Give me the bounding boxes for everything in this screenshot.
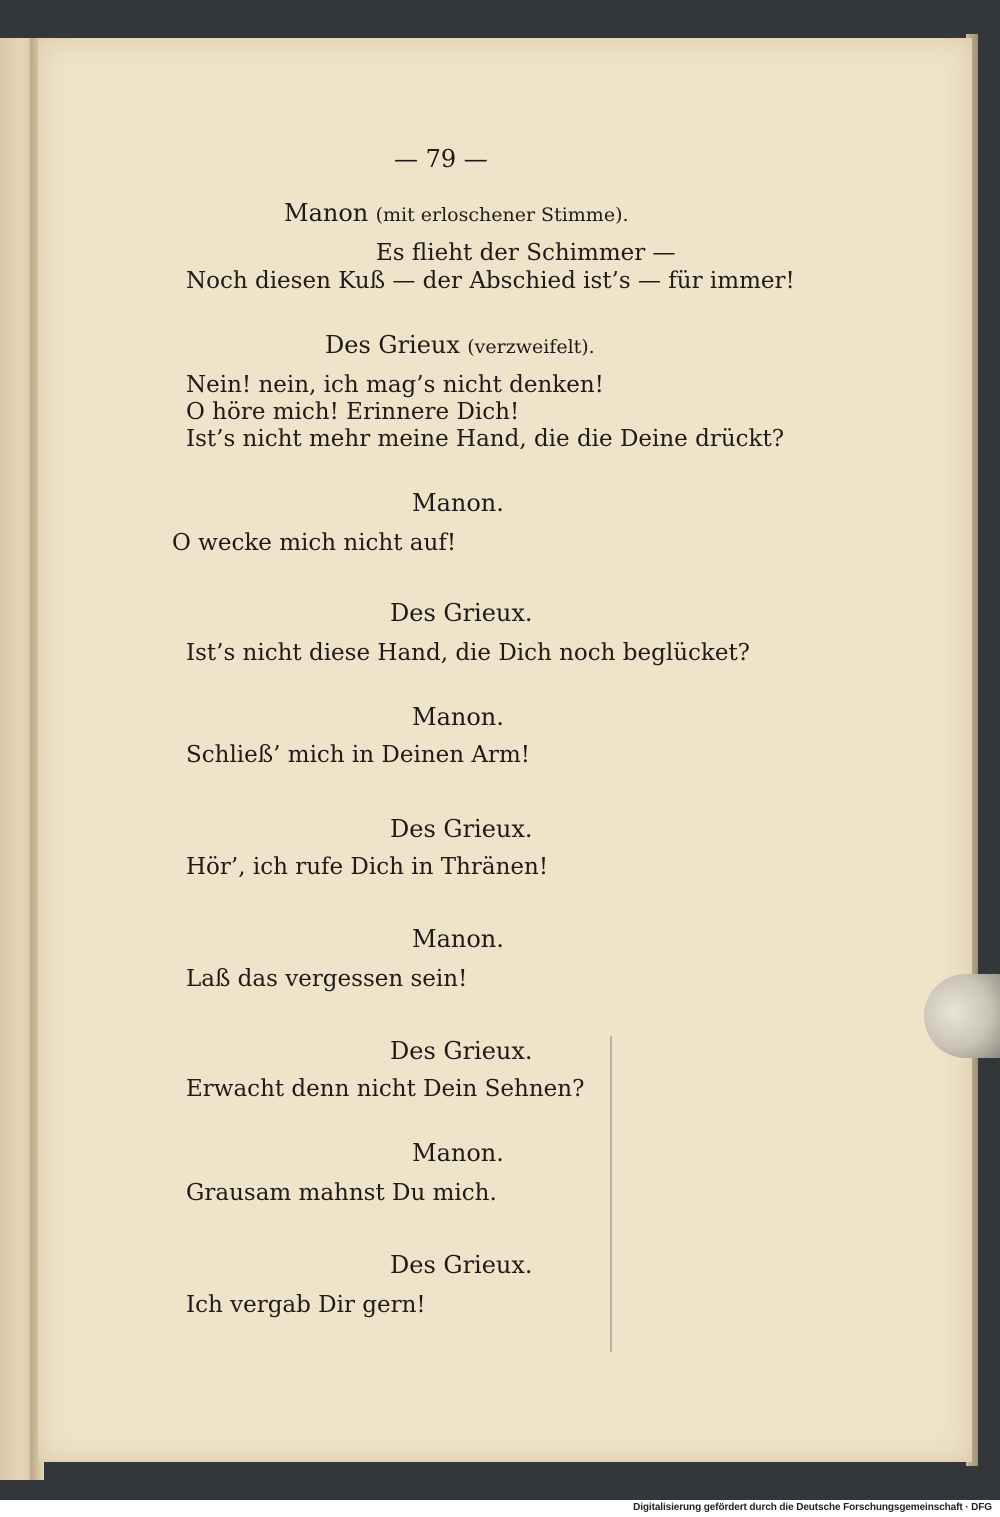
speaker-name: Des Grieux. [390, 1251, 533, 1279]
funding-credit: Digitalisierung gefördert durch die Deutsche Forschungsgemeinschaft · DFG [633, 1502, 992, 1513]
speaker-name: Des Grieux [325, 331, 460, 359]
verse-line: Nein! nein, ich mag’s nicht denken! [186, 372, 604, 398]
verse-line: Noch diesen Kuß — der Abschied ist’s — für immer! [186, 268, 795, 294]
verse-line: Hör’, ich rufe Dich in Thränen! [186, 854, 549, 880]
speaker-name: Manon. [412, 925, 504, 953]
verse-line: O höre mich! Erinnere Dich! [186, 399, 520, 425]
page-number: — 79 — [394, 145, 488, 173]
speaker-name: Manon. [412, 1139, 504, 1167]
verse-line: Es flieht der Schimmer — [376, 240, 676, 266]
verse-line: Laß das vergessen sein! [186, 966, 468, 992]
verse-line: Erwacht denn nicht Dein Sehnen? [186, 1076, 585, 1102]
thumb-holder [924, 974, 1000, 1058]
speaker-name: Manon. [412, 703, 504, 731]
speaker-name: Manon [284, 199, 369, 227]
verse-line: Ich vergab Dir gern! [186, 1292, 426, 1318]
verse-line: Ist’s nicht mehr meine Hand, die die Deine drückt? [186, 426, 785, 452]
verse-line: Ist’s nicht diese Hand, die Dich noch beglücket? [186, 640, 751, 666]
speaker-name: Des Grieux. [390, 1037, 533, 1065]
pencil-margin-mark [610, 1036, 612, 1352]
speaker-heading-manon-1 [284, 200, 629, 228]
stage-direction: (verzweifelt). [467, 336, 595, 358]
speaker-heading-desgrieux-1 [325, 332, 595, 360]
speaker-name: Des Grieux. [390, 599, 533, 627]
verse-line: Schließ’ mich in Deinen Arm! [186, 742, 531, 768]
speaker-name: Manon. [412, 489, 504, 517]
verse-line: Grausam mahnst Du mich. [186, 1180, 497, 1206]
stage-direction: (mit erloschener Stimme). [375, 204, 629, 226]
verse-line: O wecke mich nicht auf! [172, 530, 457, 556]
speaker-name: Des Grieux. [390, 815, 533, 843]
